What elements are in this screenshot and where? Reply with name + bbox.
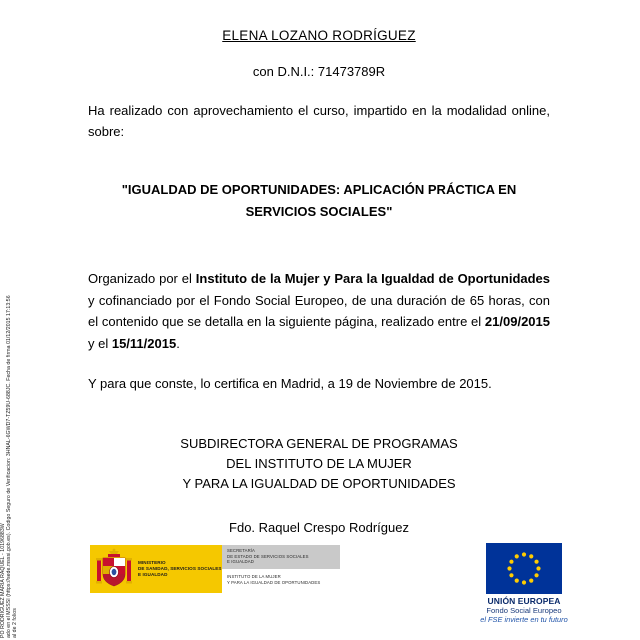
ministry-text-line-2: DE SANIDAD, SERVICIOS SOCIALES — [138, 565, 222, 571]
eu-flag-icon — [486, 543, 562, 594]
organizer-paragraph — [88, 268, 550, 354]
organizer-name: Instituto de la Mujer y Para la Igualdad de Oportunidades — [195, 271, 551, 286]
document-body — [88, 0, 550, 535]
ministry-sub-entities — [222, 545, 340, 593]
secretaria-block — [222, 545, 340, 569]
ministry-text-line-1: MINISTERIO — [138, 559, 166, 565]
signature-title-line-2: DEL INSTITUTO DE LA MUJER — [226, 456, 412, 471]
spain-coat-of-arms-icon — [94, 548, 134, 590]
certification-statement: Y para que conste, lo certifica en Madrid, a 19 de Noviembre de 2015. — [88, 376, 492, 391]
signature-title-block — [88, 434, 550, 494]
ministry-logo — [90, 545, 340, 593]
secretaria-line-2: DE ESTADO DE SERVICIOS SOCIALES — [227, 553, 309, 559]
instituto-line-1: INSTITUTO DE LA MUJER — [227, 574, 281, 579]
intro-paragraph: Ha realizado con aprovechamiento el curso, impartido en la modalidad online, sobre: — [88, 103, 550, 139]
recipient-dni: con D.N.I.: 71473789R — [252, 64, 386, 79]
eu-subtitle: Fondo Social Europeo — [486, 606, 562, 615]
recipient-name — [88, 28, 550, 43]
course-end-date: 15/11/2015 — [111, 335, 177, 351]
organized-prefix: Organizado por el — [88, 271, 196, 286]
ministry-logo-text — [134, 560, 222, 579]
instituto-line-2: Y PARA LA IGUALDAD DE OPORTUNIDADES — [227, 579, 321, 585]
course-start-date: 21/09/2015 — [484, 314, 550, 329]
course-title — [88, 179, 550, 223]
secretaria-line-1: SECRETARÍA — [227, 548, 255, 553]
sidebar-line-pages: al de 2 folios — [12, 608, 18, 638]
eu-title: UNIÓN EUROPEA — [487, 596, 561, 606]
organized-middle: y cofinanciado por el Fondo Social Europeo, de una duración de 65 horas, con el contenido que se detalla en la siguiente página, realizado entre el — [88, 292, 550, 329]
signature-title-line-3: Y PARA LA IGUALDAD DE OPORTUNIDADES — [182, 476, 456, 491]
date-suffix: . — [176, 335, 180, 351]
ministry-logo-band — [90, 545, 222, 593]
course-title-line-2: SERVICIOS SOCIALES" — [245, 204, 393, 219]
secretaria-line-3: E IGUALDAD — [227, 559, 254, 565]
sidebar-line-signer: PO RODRIGUEZ MARIA RAQUEL - 10196883W — [0, 523, 6, 638]
sidebar-line-verification: ado en el MSSSI (https://sede.msssi.gob.es). Codigo Seguro de Verificacion: 3HNAL-6GWD7-TZ59U-688JC. Fecha de firma 01/12/2015 17:13:56 — [6, 295, 12, 638]
signer-name: Fdo. Raquel Crespo Rodríguez — [229, 520, 409, 535]
recipient-name-text: ELENA LOZANO RODRÍGUEZ — [222, 28, 416, 43]
ministry-text-line-3: E IGUALDAD — [138, 572, 168, 578]
instituto-block — [222, 569, 340, 593]
european-union-logo — [468, 543, 580, 624]
course-title-line-1: "IGUALDAD DE OPORTUNIDADES: APLICACIÓN PRÁCTICA EN — [121, 182, 517, 197]
signature-title-line-1: SUBDIRECTORA GENERAL DE PROGRAMAS — [180, 436, 458, 451]
eu-tagline: el FSE invierte en tu futuro — [480, 615, 568, 624]
date-joiner: y el — [88, 335, 112, 351]
